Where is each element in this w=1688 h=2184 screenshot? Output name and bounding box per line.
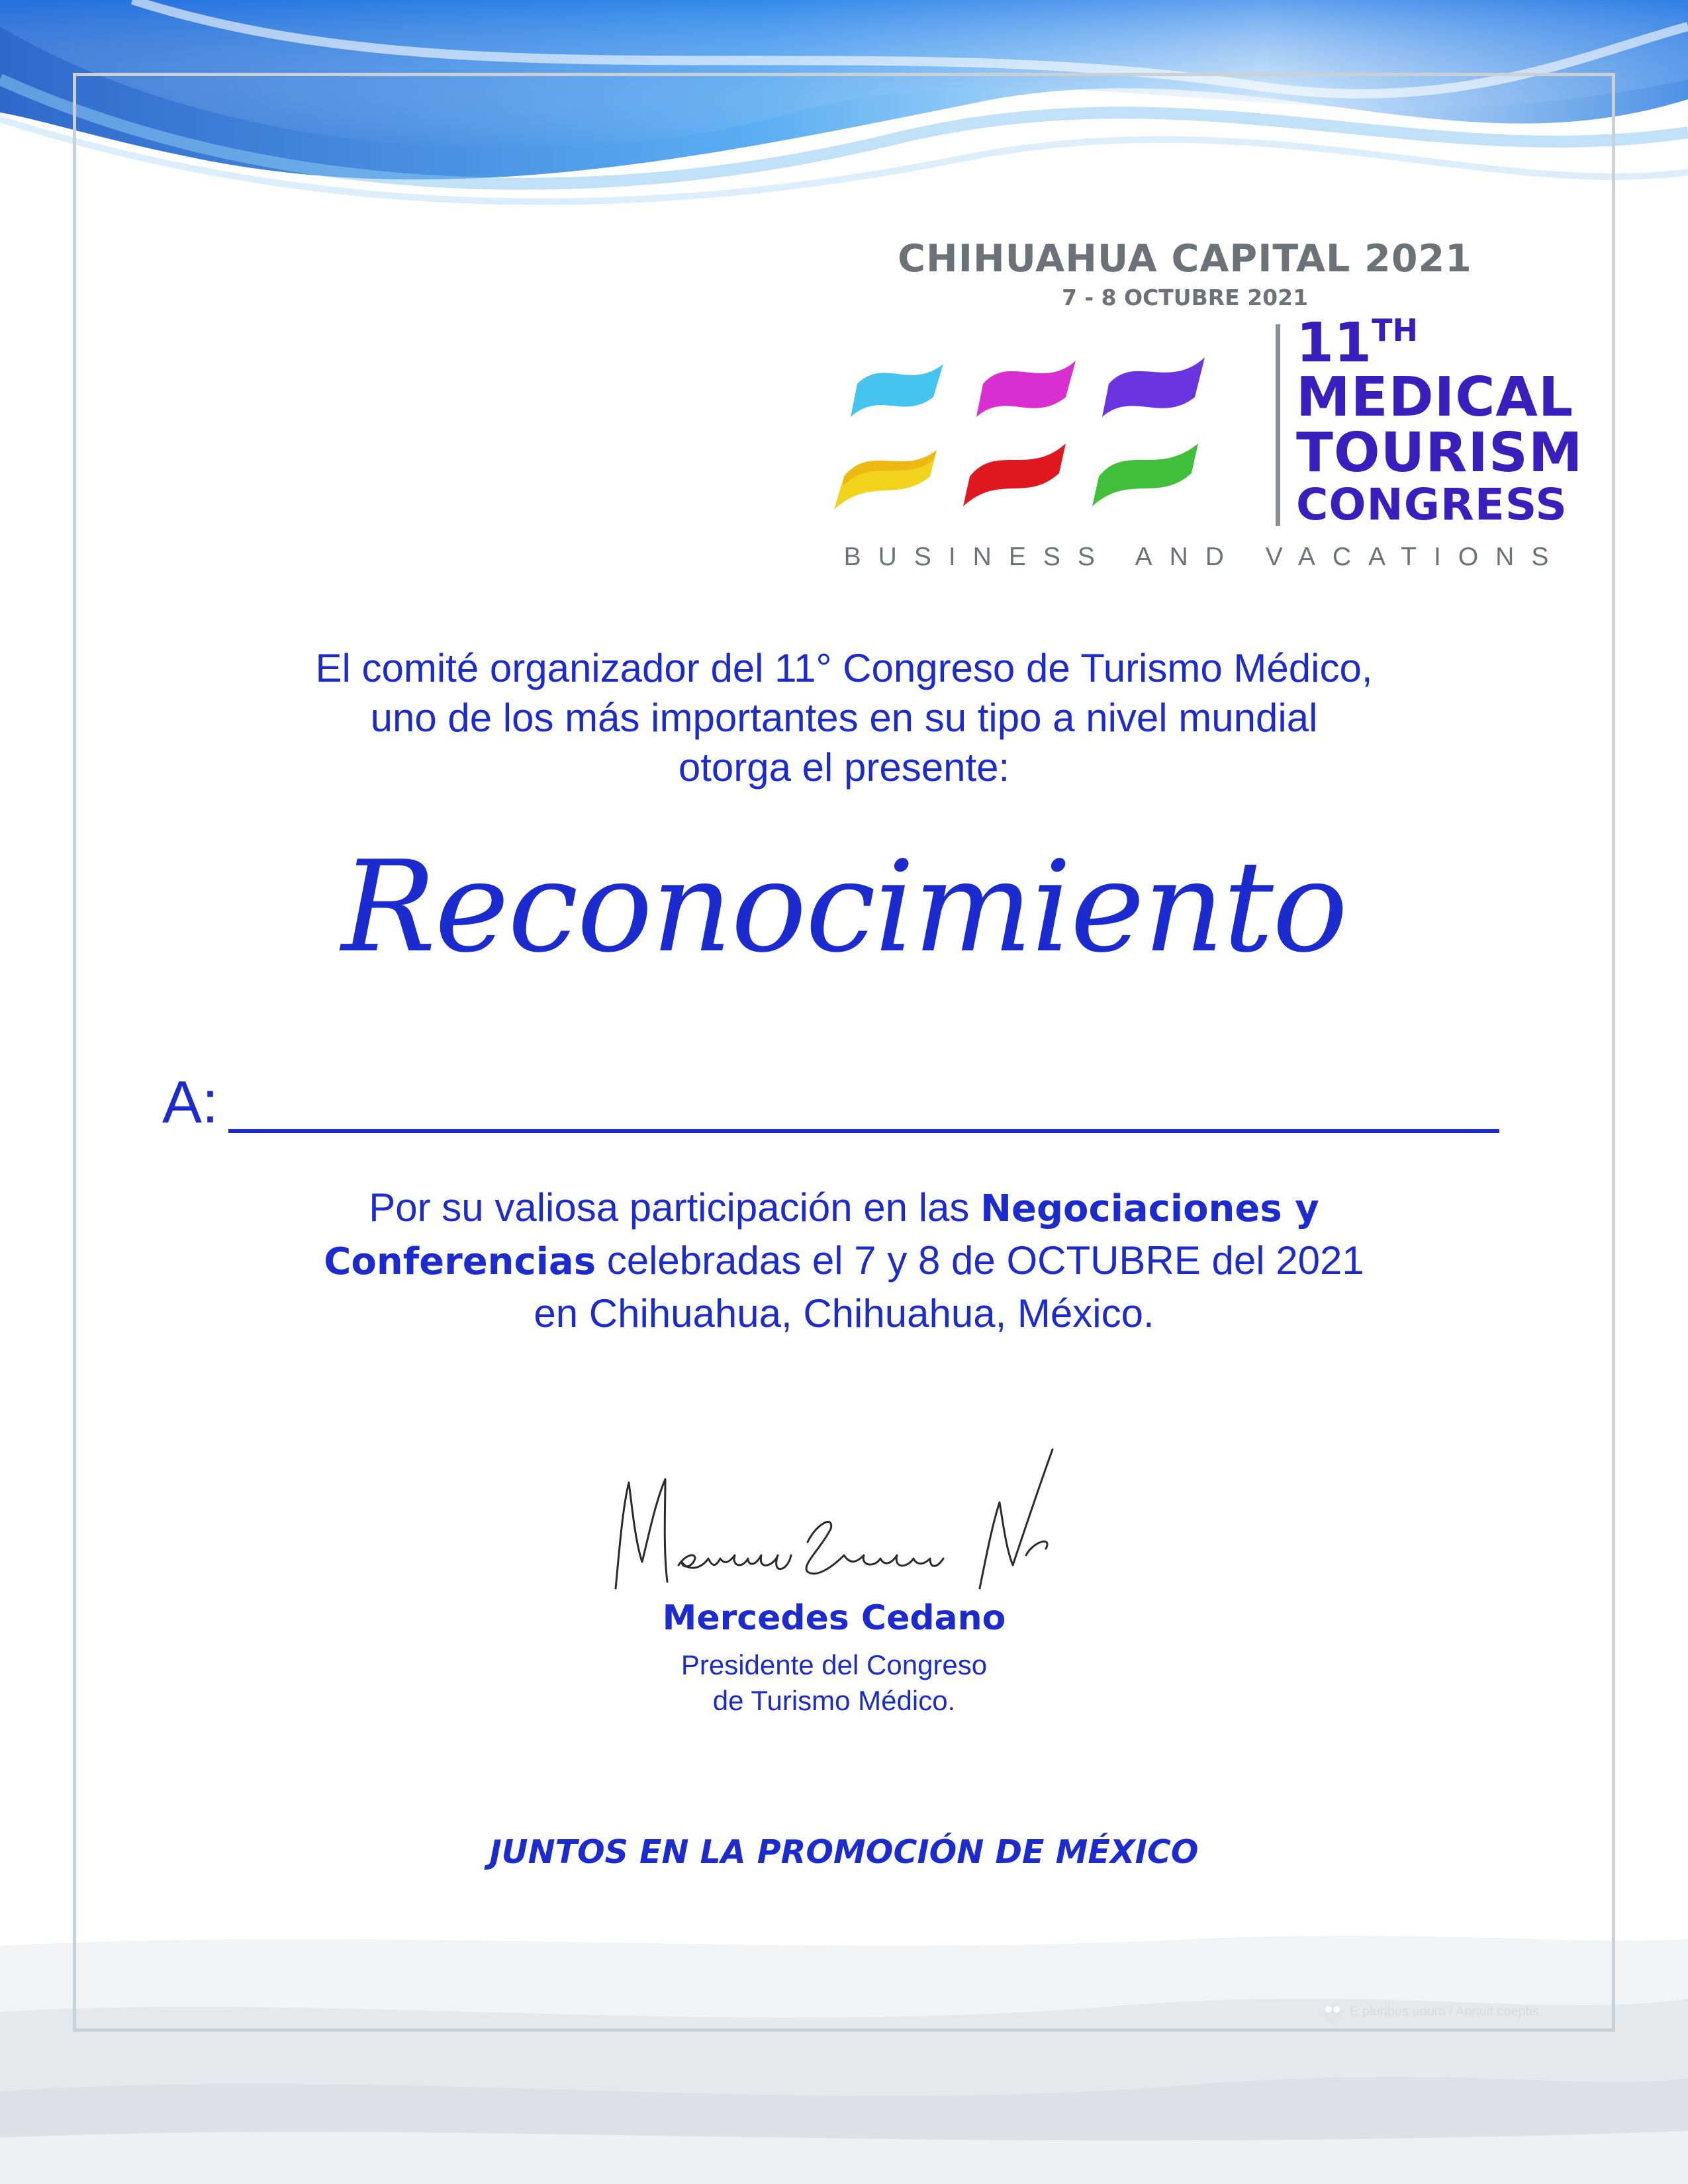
logo-tagline: BUSINESS AND VACATIONS: [843, 543, 1566, 571]
congress-number: [1296, 312, 1574, 375]
watermark-text: E pluribus unum / Annuit coeptis: [1350, 2004, 1539, 2019]
intro-line-2: uno de los más importantes en su tipo a nivel mundial: [370, 696, 1318, 740]
award-title: Reconocimiento: [341, 834, 1347, 980]
body-line-2-bold: Conferencias: [324, 1240, 596, 1283]
body-line-1-bold: Negociaciones y: [980, 1187, 1319, 1230]
body-line-2: [132, 1238, 1556, 1283]
signer-role-line-1: Presidente del Congreso: [680, 1649, 988, 1680]
signer-name: Mercedes Cedano: [662, 1598, 1006, 1638]
body-line-1: [132, 1185, 1556, 1230]
body-line-2-text: celebradas el 7 y 8 de OCTUBRE del 2021: [596, 1238, 1364, 1283]
congress-name-line-1: MEDICAL: [1296, 366, 1574, 429]
slogan: JUNTOS EN LA PROMOCIÓN DE MÉXICO: [489, 1833, 1199, 1871]
congress-name-line-2: TOURISM: [1296, 422, 1583, 484]
congress-number-value: 11: [1296, 312, 1372, 375]
handwritten-signature: [589, 1423, 1119, 1608]
intro-line-3: otorga el presente:: [678, 745, 1010, 790]
body-line-3: en Chihuahua, Chihuahua, México.: [534, 1291, 1154, 1336]
logo-divider: [1276, 324, 1280, 526]
flags-logo-icon: [831, 344, 1228, 516]
congress-number-suffix: TH: [1372, 312, 1419, 348]
event-place: CHIHUAHUA CAPITAL 2021: [898, 237, 1472, 281]
signer-role-line-2: de Turismo Médico.: [712, 1685, 956, 1716]
congress-name-line-3: CONGRESS: [1296, 479, 1568, 530]
body-line-1-text: Por su valiosa participación en las: [369, 1185, 981, 1230]
recipient-name-line: [228, 1129, 1499, 1133]
watermark: [1321, 1999, 1612, 2025]
recipient-label: A:: [162, 1069, 219, 1136]
event-dates: 7 - 8 OCTUBRE 2021: [1061, 285, 1309, 310]
intro-line-1: El comité organizador del 11° Congreso de Turismo Médico,: [315, 646, 1373, 690]
owl-seal-icon: [1321, 1999, 1344, 2025]
